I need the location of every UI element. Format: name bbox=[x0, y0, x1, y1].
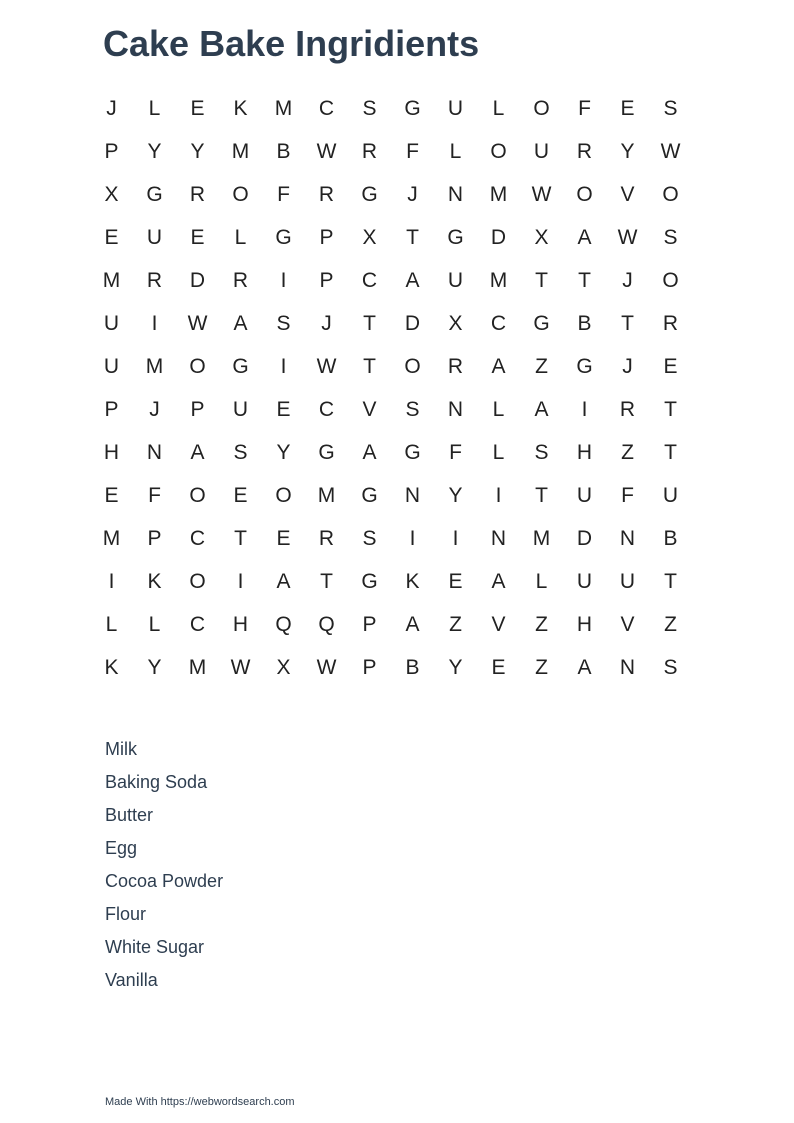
grid-letter: Z bbox=[664, 612, 677, 636]
grid-letter: T bbox=[621, 311, 634, 335]
grid-letter: P bbox=[104, 139, 119, 163]
grid-letter: A bbox=[405, 268, 420, 292]
grid-letter: B bbox=[405, 655, 420, 679]
grid-letter: R bbox=[318, 526, 335, 550]
grid-letter: Z bbox=[535, 354, 548, 378]
grid-letter: S bbox=[663, 655, 678, 679]
grid-letter: I bbox=[280, 268, 287, 292]
grid-letter: A bbox=[190, 440, 205, 464]
grid-letter: R bbox=[361, 139, 378, 163]
grid-letter: K bbox=[233, 96, 248, 120]
word-list-item: Flour bbox=[105, 904, 147, 924]
grid-letter: Y bbox=[190, 139, 205, 163]
grid-letter: U bbox=[447, 268, 464, 292]
grid-letter: V bbox=[362, 397, 377, 421]
grid-letter: H bbox=[232, 612, 249, 636]
grid-letter: E bbox=[276, 526, 291, 550]
footer-credit: Made With https://webwordsearch.com bbox=[105, 1096, 295, 1108]
letter-grid bbox=[90, 87, 692, 689]
grid-letter: L bbox=[449, 139, 462, 163]
grid-letter: M bbox=[317, 483, 336, 507]
grid-letter: V bbox=[620, 612, 635, 636]
grid-letter: K bbox=[405, 569, 420, 593]
grid-letter: F bbox=[449, 440, 462, 464]
grid-letter: T bbox=[578, 268, 591, 292]
grid-letter: T bbox=[664, 440, 677, 464]
grid-letter: L bbox=[234, 225, 247, 249]
word-list-item: Egg bbox=[105, 838, 138, 858]
grid-letter: I bbox=[280, 354, 287, 378]
grid-letter: G bbox=[146, 182, 163, 206]
grid-letter: R bbox=[189, 182, 206, 206]
word-list-item: Milk bbox=[105, 739, 137, 759]
grid-letter: M bbox=[102, 526, 121, 550]
grid-letter: D bbox=[189, 268, 206, 292]
grid-letter: L bbox=[535, 569, 548, 593]
grid-letter: G bbox=[275, 225, 292, 249]
grid-letter: T bbox=[664, 569, 677, 593]
grid-letter: O bbox=[533, 96, 550, 120]
grid-letter: L bbox=[148, 96, 161, 120]
grid-letter: U bbox=[576, 569, 593, 593]
grid-letter: G bbox=[361, 182, 378, 206]
grid-letter: X bbox=[276, 655, 291, 679]
grid-row bbox=[90, 474, 692, 517]
grid-letter: F bbox=[277, 182, 290, 206]
grid-letter: R bbox=[662, 311, 679, 335]
grid-letter: U bbox=[232, 397, 249, 421]
grid-letter: C bbox=[490, 311, 507, 335]
grid-letter: U bbox=[533, 139, 550, 163]
grid-letter: B bbox=[577, 311, 592, 335]
grid-letter: L bbox=[148, 612, 161, 636]
grid-letter: K bbox=[147, 569, 162, 593]
grid-letter: I bbox=[409, 526, 416, 550]
grid-letter: O bbox=[189, 483, 206, 507]
grid-letter: A bbox=[577, 225, 592, 249]
grid-letter: T bbox=[406, 225, 419, 249]
grid-letter: X bbox=[448, 311, 463, 335]
grid-letter: I bbox=[108, 569, 115, 593]
grid-letter: M bbox=[532, 526, 551, 550]
grid-letter: I bbox=[452, 526, 459, 550]
grid-letter: J bbox=[149, 397, 160, 421]
grid-letter: X bbox=[534, 225, 549, 249]
grid-letter: C bbox=[361, 268, 378, 292]
grid-letter: H bbox=[103, 440, 120, 464]
grid-letter: S bbox=[362, 96, 377, 120]
grid-letter: W bbox=[187, 311, 208, 335]
grid-letter: G bbox=[576, 354, 593, 378]
grid-row bbox=[90, 216, 692, 259]
grid-letter: O bbox=[576, 182, 593, 206]
grid-row bbox=[90, 130, 692, 173]
grid-letter: Y bbox=[276, 440, 291, 464]
grid-letter: O bbox=[404, 354, 421, 378]
grid-letter: M bbox=[489, 268, 508, 292]
grid-letter: M bbox=[274, 96, 293, 120]
grid-letter: N bbox=[619, 655, 636, 679]
grid-letter: P bbox=[190, 397, 205, 421]
grid-letter: M bbox=[489, 182, 508, 206]
grid-letter: A bbox=[276, 569, 291, 593]
word-list-item: White Sugar bbox=[105, 937, 205, 957]
grid-letter: Q bbox=[318, 612, 335, 636]
grid-letter: F bbox=[406, 139, 419, 163]
grid-letter: F bbox=[621, 483, 634, 507]
grid-letter: O bbox=[275, 483, 292, 507]
grid-letter: W bbox=[316, 354, 337, 378]
grid-letter: U bbox=[576, 483, 593, 507]
grid-letter: W bbox=[531, 182, 552, 206]
grid-letter: L bbox=[105, 612, 118, 636]
grid-letter: U bbox=[146, 225, 163, 249]
grid-letter: T bbox=[234, 526, 247, 550]
grid-letter: F bbox=[578, 96, 591, 120]
grid-letter: E bbox=[276, 397, 291, 421]
grid-letter: G bbox=[447, 225, 464, 249]
grid-letter: P bbox=[147, 526, 162, 550]
grid-letter: C bbox=[189, 612, 206, 636]
grid-letter: V bbox=[620, 182, 635, 206]
word-list-item: Butter bbox=[105, 805, 154, 825]
grid-letter: O bbox=[662, 268, 679, 292]
grid-letter: S bbox=[362, 526, 377, 550]
grid-letter: O bbox=[189, 569, 206, 593]
grid-letter: A bbox=[577, 655, 592, 679]
grid-letter: Y bbox=[147, 139, 162, 163]
grid-letter: Y bbox=[448, 655, 463, 679]
grid-letter: I bbox=[495, 483, 502, 507]
grid-letter: J bbox=[622, 268, 633, 292]
grid-letter: G bbox=[232, 354, 249, 378]
page-title: Cake Bake Ingridients bbox=[103, 23, 480, 64]
grid-letter: R bbox=[447, 354, 464, 378]
grid-row bbox=[90, 560, 692, 603]
grid-letter: E bbox=[491, 655, 506, 679]
grid-letter: E bbox=[620, 96, 635, 120]
grid-letter: I bbox=[581, 397, 588, 421]
grid-row bbox=[90, 646, 692, 689]
grid-letter: U bbox=[447, 96, 464, 120]
grid-row bbox=[90, 87, 692, 130]
grid-letter: E bbox=[104, 483, 119, 507]
grid-letter: P bbox=[362, 612, 377, 636]
grid-letter: N bbox=[619, 526, 636, 550]
grid-letter: Z bbox=[535, 612, 548, 636]
grid-letter: E bbox=[190, 96, 205, 120]
grid-row bbox=[90, 388, 692, 431]
grid-letter: N bbox=[404, 483, 421, 507]
grid-letter: L bbox=[492, 397, 505, 421]
grid-letter: Z bbox=[535, 655, 548, 679]
grid-letter: N bbox=[490, 526, 507, 550]
grid-letter: T bbox=[535, 268, 548, 292]
grid-letter: G bbox=[533, 311, 550, 335]
grid-letter: A bbox=[233, 311, 248, 335]
grid-row bbox=[90, 603, 692, 646]
grid-letter: H bbox=[576, 440, 593, 464]
grid-letter: C bbox=[318, 397, 335, 421]
grid-letter: W bbox=[316, 655, 337, 679]
grid-letter: J bbox=[321, 311, 332, 335]
grid-letter: O bbox=[490, 139, 507, 163]
word-list-item: Vanilla bbox=[105, 970, 158, 990]
grid-letter: X bbox=[362, 225, 377, 249]
grid-letter: C bbox=[189, 526, 206, 550]
grid-letter: D bbox=[576, 526, 593, 550]
grid-letter: M bbox=[231, 139, 250, 163]
grid-letter: R bbox=[318, 182, 335, 206]
grid-letter: G bbox=[404, 440, 421, 464]
grid-letter: B bbox=[663, 526, 678, 550]
grid-letter: U bbox=[103, 354, 120, 378]
grid-letter: R bbox=[232, 268, 249, 292]
grid-letter: I bbox=[237, 569, 244, 593]
grid-letter: Y bbox=[147, 655, 162, 679]
grid-letter: H bbox=[576, 612, 593, 636]
grid-letter: O bbox=[232, 182, 249, 206]
grid-letter: Z bbox=[449, 612, 462, 636]
grid-letter: X bbox=[104, 182, 119, 206]
grid-row bbox=[90, 259, 692, 302]
grid-letter: N bbox=[146, 440, 163, 464]
grid-letter: D bbox=[404, 311, 421, 335]
grid-letter: P bbox=[319, 225, 334, 249]
grid-letter: E bbox=[448, 569, 463, 593]
grid-letter: A bbox=[491, 354, 506, 378]
grid-letter: M bbox=[188, 655, 207, 679]
grid-letter: T bbox=[535, 483, 548, 507]
grid-letter: N bbox=[447, 397, 464, 421]
grid-letter: E bbox=[233, 483, 248, 507]
grid-letter: W bbox=[230, 655, 251, 679]
grid-letter: L bbox=[492, 440, 505, 464]
grid-letter: S bbox=[405, 397, 420, 421]
grid-letter: E bbox=[104, 225, 119, 249]
grid-letter: M bbox=[102, 268, 121, 292]
grid-letter: A bbox=[362, 440, 377, 464]
grid-row bbox=[90, 345, 692, 388]
grid-letter: C bbox=[318, 96, 335, 120]
grid-letter: O bbox=[189, 354, 206, 378]
grid-letter: B bbox=[276, 139, 291, 163]
grid-letter: U bbox=[103, 311, 120, 335]
grid-letter: Q bbox=[275, 612, 292, 636]
grid-letter: F bbox=[148, 483, 161, 507]
grid-letter: L bbox=[492, 96, 505, 120]
grid-letter: S bbox=[534, 440, 549, 464]
grid-letter: P bbox=[362, 655, 377, 679]
grid-letter: T bbox=[363, 311, 376, 335]
grid-letter: E bbox=[190, 225, 205, 249]
grid-letter: W bbox=[316, 139, 337, 163]
grid-letter: V bbox=[491, 612, 506, 636]
grid-letter: R bbox=[146, 268, 163, 292]
grid-row bbox=[90, 302, 692, 345]
grid-letter: A bbox=[405, 612, 420, 636]
grid-row bbox=[90, 173, 692, 216]
grid-letter: S bbox=[663, 225, 678, 249]
grid-letter: G bbox=[404, 96, 421, 120]
grid-letter: Z bbox=[621, 440, 634, 464]
grid-letter: S bbox=[233, 440, 248, 464]
grid-letter: G bbox=[361, 483, 378, 507]
grid-letter: J bbox=[106, 96, 117, 120]
grid-letter: S bbox=[663, 96, 678, 120]
grid-letter: R bbox=[619, 397, 636, 421]
grid-letter: T bbox=[320, 569, 333, 593]
grid-letter: T bbox=[664, 397, 677, 421]
grid-letter: P bbox=[319, 268, 334, 292]
word-list-item: Baking Soda bbox=[105, 772, 208, 792]
grid-letter: A bbox=[491, 569, 506, 593]
word-list bbox=[105, 736, 223, 1000]
grid-letter: J bbox=[622, 354, 633, 378]
grid-letter: G bbox=[318, 440, 335, 464]
grid-letter: Y bbox=[448, 483, 463, 507]
grid-letter: R bbox=[576, 139, 593, 163]
grid-letter: E bbox=[663, 354, 678, 378]
grid-letter: K bbox=[104, 655, 119, 679]
grid-letter: S bbox=[276, 311, 291, 335]
grid-letter: A bbox=[534, 397, 549, 421]
grid-letter: U bbox=[662, 483, 679, 507]
word-list-item: Cocoa Powder bbox=[105, 871, 224, 891]
grid-letter: N bbox=[447, 182, 464, 206]
grid-row bbox=[90, 431, 692, 474]
grid-row bbox=[90, 517, 692, 560]
grid-letter: O bbox=[662, 182, 679, 206]
grid-letter: I bbox=[151, 311, 158, 335]
grid-letter: P bbox=[104, 397, 119, 421]
grid-letter: Y bbox=[620, 139, 635, 163]
grid-letter: M bbox=[145, 354, 164, 378]
grid-letter: D bbox=[490, 225, 507, 249]
grid-letter: T bbox=[363, 354, 376, 378]
grid-letter: W bbox=[660, 139, 681, 163]
grid-letter: J bbox=[407, 182, 418, 206]
grid-letter: W bbox=[617, 225, 638, 249]
grid-letter: G bbox=[361, 569, 378, 593]
grid-letter: U bbox=[619, 569, 636, 593]
